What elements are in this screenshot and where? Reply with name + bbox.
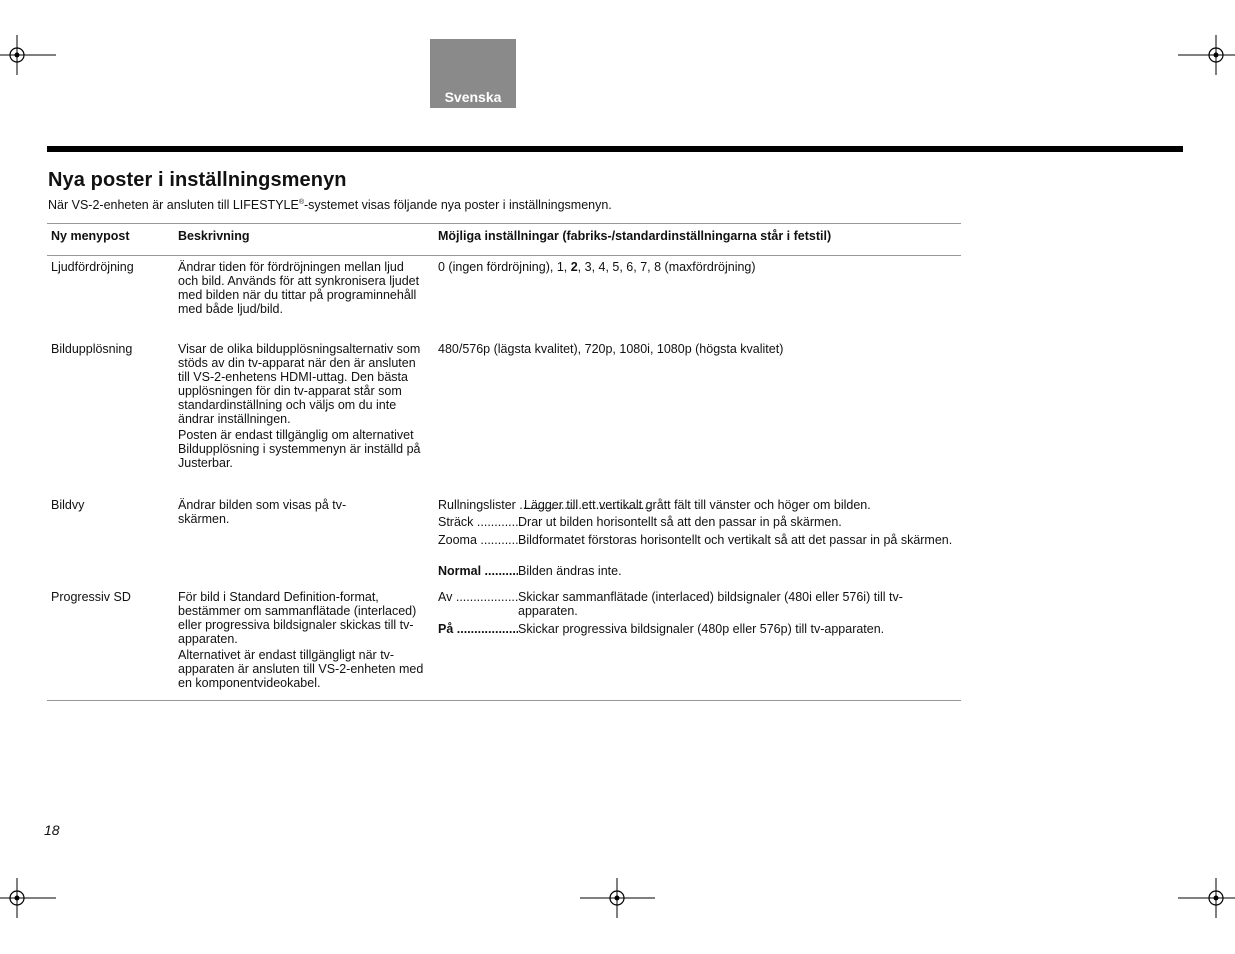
description-paragraph: Visar de olika bildupplösningsalternativ som stöds av din tv-apparat när den är ansluten till VS-2-enhetens HDMI-uttag. Den bästa upplösningen för din tv-apparat står som standardinställning och väljs om du inte ändrar inställningen. — [178, 342, 421, 426]
row-item-audio-delay: Ljudfördröjning — [51, 260, 134, 274]
table-top-rule — [47, 223, 961, 224]
row-settings-audio-delay — [438, 260, 958, 274]
option-text: Skickar progressiva bildsignaler (480p eller 576p) till tv-apparaten. — [518, 622, 958, 636]
description-paragraph: Alternativet är endast tillgängligt när tv-apparaten är ansluten till VS-2-enheten med en komponentvideokabel. — [178, 648, 424, 690]
intro-text-before: När VS-2-enheten är ansluten till LIFESTYLE — [48, 198, 299, 212]
registration-line-top-left — [20, 35, 60, 75]
registration-line-bottom-right — [1178, 878, 1200, 918]
row-item-progressive-sd: Progressiv SD — [51, 590, 131, 604]
intro-text-after: -systemet visas följande nya poster i inställningsmenyn. — [304, 198, 612, 212]
row-settings-resolution: 480/576p (lägsta kvalitet), 720p, 1080i, 1080p (högsta kvalitet) — [438, 342, 784, 356]
page-title: Nya poster i inställningsmenyn — [48, 169, 347, 191]
registration-mark-bottom-right — [1196, 878, 1235, 918]
option-key: Rullningslister ..... — [438, 498, 518, 512]
language-tab-label: Svenska — [444, 89, 502, 105]
intro-text — [48, 198, 612, 212]
row-description-picture-view — [178, 498, 378, 526]
option-key: På ..... — [438, 622, 518, 636]
row-description-audio-delay — [178, 260, 426, 316]
settings-default: 2 — [570, 260, 578, 274]
settings-text: 0 (ingen fördröjning), 1, — [438, 260, 571, 274]
option-key: Normal ..... — [438, 564, 518, 578]
registered-mark: ® — [298, 198, 304, 206]
option-key: Sträck ..... — [438, 515, 518, 529]
column-header-settings: Möjliga inställningar (fabriks-/standardinställningarna står i fetstil) — [438, 229, 832, 243]
option-key: Av ..... — [438, 590, 518, 604]
option-text: Bilden ändras inte. — [518, 564, 958, 578]
column-header-item: Ny menypost — [51, 229, 130, 243]
settings-text: , 3, 4, 5, 6, 7, 8 (maxfördröjning) — [577, 260, 756, 274]
table-header-rule — [47, 255, 961, 256]
header-rule — [47, 146, 1183, 152]
option-text: Bildformatet förstoras horisontellt och vertikalt så att det passar in på skärmen. — [518, 533, 958, 547]
description-paragraph: Ändrar tiden för fördröjningen mellan ljud och bild. Används för att synkronisera ljudet med bilden när du tittar på programinnehåll med både ljud/bild. — [178, 260, 420, 316]
option-key: Zooma ..... — [438, 533, 518, 547]
registration-line-bottom-left — [20, 878, 60, 918]
row-item-resolution: Bildupplösning — [51, 342, 133, 356]
option-text: Skickar sammanflätade (interlaced) bildsignaler (480i eller 576i) till tv-apparaten. — [518, 590, 958, 618]
description-paragraph: Ändrar bilden som visas på tv-skärmen. — [178, 498, 347, 526]
registration-mark-top-right — [1196, 35, 1235, 75]
page-number: 18 — [44, 822, 60, 838]
option-text: Lägger till ett vertikalt grått fält till vänster och höger om bilden. — [524, 498, 871, 512]
row-description-resolution — [178, 342, 426, 470]
row-description-progressive-sd — [178, 590, 428, 690]
registration-line-top-right — [1178, 35, 1200, 75]
column-header-description: Beskrivning — [178, 229, 250, 243]
description-paragraph: Posten är endast tillgänglig om alternativet Bildupplösning i systemmenyn är inställd på Justerbar. — [178, 428, 421, 470]
option-text: Drar ut bilden horisontellt så att den passar in på skärmen. — [518, 515, 958, 529]
description-paragraph: För bild i Standard Definition-format, bestämmer om sammanflätade (interlaced) eller progressiva bildsignaler skickas till tv-apparaten. — [178, 590, 417, 646]
row-item-picture-view: Bildvy — [51, 498, 85, 512]
language-tab — [430, 39, 516, 108]
registration-line-bottom-center — [580, 878, 655, 918]
table-bottom-rule — [47, 700, 961, 701]
